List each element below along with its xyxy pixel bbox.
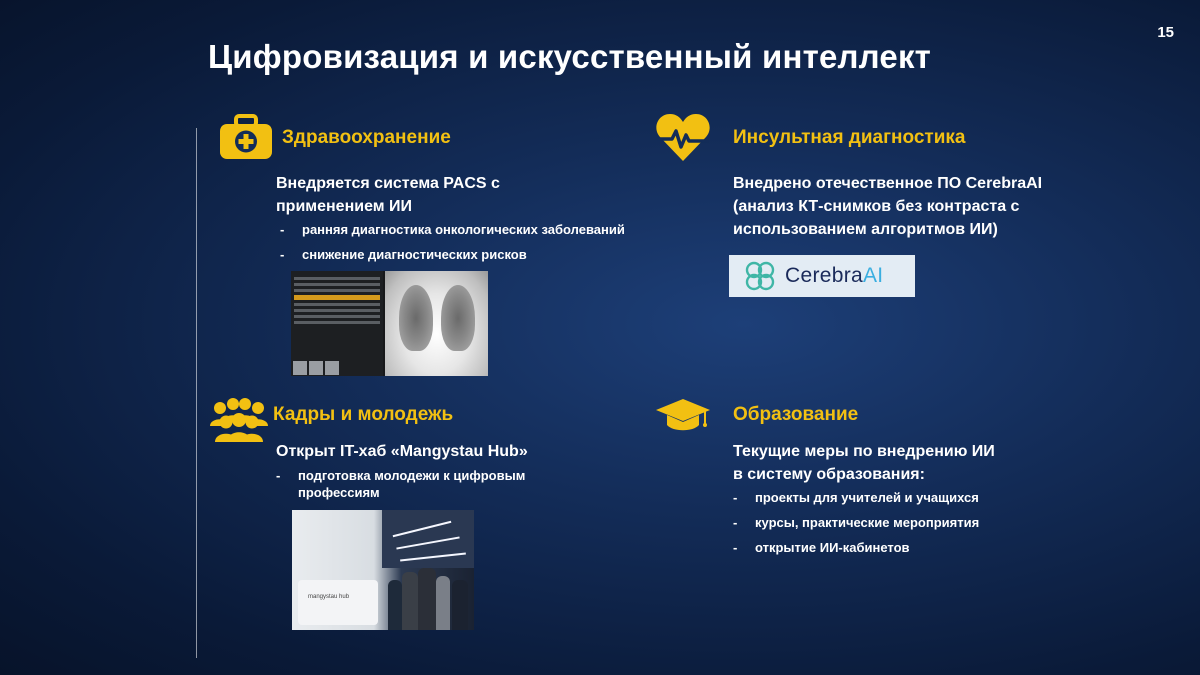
cerebra-wordmark <box>785 264 883 288</box>
people-group-icon <box>209 398 269 444</box>
page-title: Цифровизация и искусственный интеллект <box>208 38 932 75</box>
list-item <box>733 539 979 556</box>
pacs-thumbnails <box>293 361 339 375</box>
list-item <box>733 489 979 506</box>
bullet-dash: - <box>733 490 738 505</box>
heart-pulse-icon <box>655 113 711 163</box>
list-item <box>733 514 979 531</box>
section-title-healthcare: Здравоохранение <box>282 127 451 148</box>
cerebra-wordmark-accent: AI <box>862 264 884 287</box>
bullet-text: ранняя диагностика онкологических заболеваний <box>302 222 625 237</box>
bullet-text: подготовка молодежи к цифровым профессиям <box>298 468 526 500</box>
education-bullets <box>733 489 979 564</box>
healthcare-body-line: Внедряется система PACS с <box>276 175 500 192</box>
healthcare-bullets <box>280 221 625 271</box>
healthcare-body-line: применением ИИ <box>276 198 413 215</box>
page-number: 15 <box>1157 24 1174 41</box>
bullet-dash: - <box>280 222 285 237</box>
education-body-line: Текущие меры по внедрению ИИ <box>733 443 995 460</box>
staff-bullets <box>276 467 556 509</box>
pacs-screenshot <box>291 271 488 376</box>
section-title-staff: Кадры и молодежь <box>273 404 454 425</box>
bullet-text: открытие ИИ-кабинетов <box>755 540 910 555</box>
chest-xray-image <box>385 271 488 376</box>
section-title-stroke: Инсультная диагностика <box>733 127 966 148</box>
cerebra-wordmark-main: Cerebra <box>785 264 863 287</box>
stroke-body-line: использованием алгоритмов ИИ) <box>733 221 998 238</box>
bullet-dash: - <box>733 515 738 530</box>
mangystau-hub-photo <box>292 510 474 630</box>
photo-desk-sign: mangystau hub <box>308 594 350 600</box>
stroke-body-line: (анализ КТ-снимков без контраста с <box>733 198 1020 215</box>
stroke-body-line: Внедрено отечественное ПО CerebraAI <box>733 175 1043 192</box>
photo-reception-desk <box>298 580 378 625</box>
staff-body <box>276 440 528 463</box>
education-body-line: в систему образования: <box>733 466 925 483</box>
stroke-body <box>733 172 1042 241</box>
divider-line <box>196 128 197 658</box>
bullet-text: проекты для учителей и учащихся <box>755 490 979 505</box>
photo-ceiling <box>382 510 474 568</box>
bullet-dash: - <box>733 540 738 555</box>
bullet-text: снижение диагностических рисков <box>302 247 527 262</box>
bullet-text: курсы, практические мероприятия <box>755 515 980 530</box>
cerebra-ai-logo <box>729 255 915 297</box>
cerebra-brain-icon <box>743 260 777 292</box>
healthcare-body <box>276 172 500 218</box>
staff-body-line: Открыт IT-хаб «Mangystau Hub» <box>276 443 528 460</box>
list-item <box>280 246 625 263</box>
first-aid-kit-icon <box>219 114 273 160</box>
bullet-dash: - <box>276 468 281 483</box>
list-item <box>280 221 625 238</box>
education-body <box>733 440 995 486</box>
section-title-education: Образование <box>733 404 859 425</box>
list-item <box>276 467 556 501</box>
graduation-cap-icon <box>655 398 711 432</box>
bullet-dash: - <box>280 247 285 262</box>
